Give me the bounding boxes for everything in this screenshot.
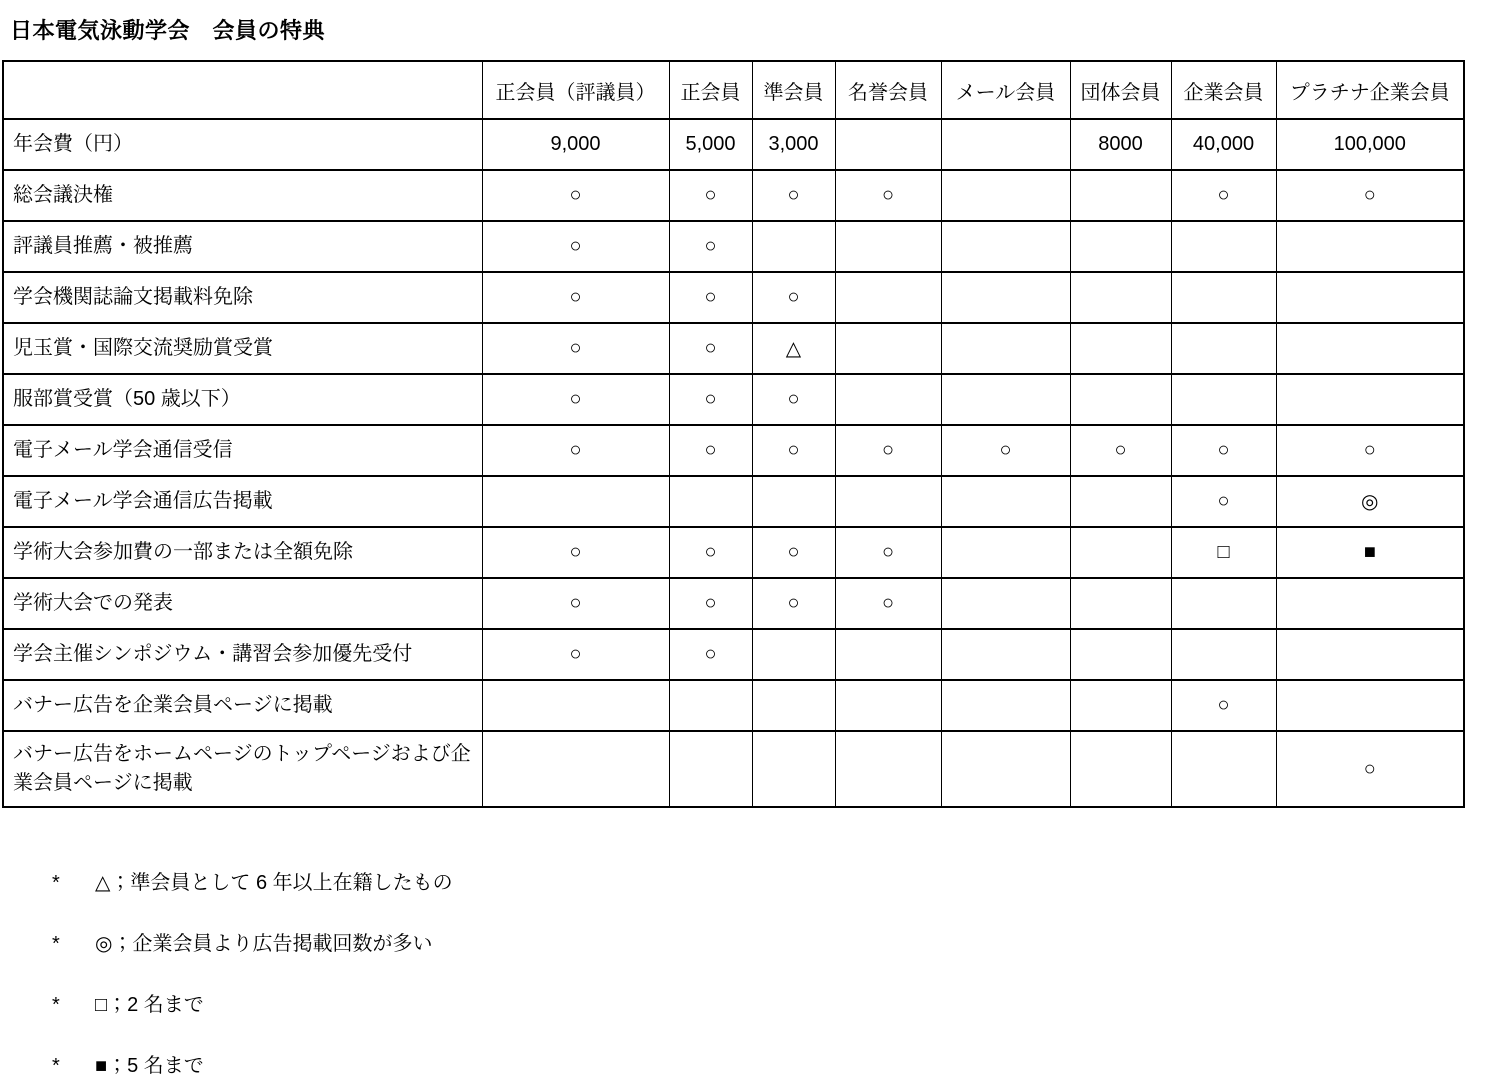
table-row bbox=[3, 629, 1464, 680]
benefit-cell: ○ bbox=[669, 374, 752, 425]
benefit-cell: ○ bbox=[482, 374, 669, 425]
benefit-cell bbox=[752, 680, 835, 731]
footnote-text: ；企業会員より広告掲載回数が多い bbox=[112, 933, 433, 955]
benefit-cell bbox=[941, 731, 1070, 807]
benefit-cell: ■ bbox=[1276, 527, 1464, 578]
table-row bbox=[3, 119, 1464, 170]
benefit-cell bbox=[1276, 629, 1464, 680]
column-header: 正会員（評議員） bbox=[482, 61, 669, 119]
column-header: 企業会員 bbox=[1171, 61, 1276, 119]
benefit-cell: △ bbox=[752, 323, 835, 374]
benefit-cell: ○ bbox=[669, 578, 752, 629]
benefit-cell: ○ bbox=[835, 425, 941, 476]
benefit-cell: ○ bbox=[482, 170, 669, 221]
benefit-cell bbox=[835, 119, 941, 170]
corner-cell bbox=[3, 61, 482, 119]
benefit-cell: ○ bbox=[1171, 476, 1276, 527]
row-label: バナー広告をホームページのトップページおよび企業会員ページに掲載 bbox=[3, 731, 482, 807]
benefit-cell: 5,000 bbox=[669, 119, 752, 170]
benefit-cell bbox=[1070, 221, 1171, 272]
table-row bbox=[3, 323, 1464, 374]
benefit-cell: ○ bbox=[941, 425, 1070, 476]
row-label: 学会主催シンポジウム・講習会参加優先受付 bbox=[3, 629, 482, 680]
benefit-cell bbox=[941, 119, 1070, 170]
benefit-cell: ○ bbox=[669, 170, 752, 221]
benefit-cell bbox=[835, 680, 941, 731]
benefit-cell bbox=[835, 629, 941, 680]
benefit-cell bbox=[669, 680, 752, 731]
benefit-cell: 8000 bbox=[1070, 119, 1171, 170]
benefit-cell bbox=[752, 629, 835, 680]
column-header: 団体会員 bbox=[1070, 61, 1171, 119]
footnote-symbol: □ bbox=[95, 994, 108, 1016]
benefit-cell: ○ bbox=[1276, 425, 1464, 476]
column-header: 名誉会員 bbox=[835, 61, 941, 119]
benefit-cell: ○ bbox=[669, 425, 752, 476]
benefit-cell: ○ bbox=[1276, 170, 1464, 221]
footnotes bbox=[52, 866, 453, 1087]
benefit-cell bbox=[1171, 578, 1276, 629]
benefit-cell: ○ bbox=[1070, 425, 1171, 476]
benefit-cell: ○ bbox=[482, 578, 669, 629]
benefit-cell bbox=[941, 629, 1070, 680]
footnote-marker: * bbox=[52, 933, 60, 955]
benefit-cell bbox=[941, 221, 1070, 272]
benefit-cell bbox=[1070, 578, 1171, 629]
benefit-cell bbox=[941, 578, 1070, 629]
benefit-cell: ○ bbox=[482, 272, 669, 323]
footnote-marker: * bbox=[52, 1055, 60, 1077]
benefit-cell bbox=[835, 221, 941, 272]
benefit-cell: ○ bbox=[752, 578, 835, 629]
footnote bbox=[52, 866, 453, 892]
footnote bbox=[52, 988, 453, 1014]
benefit-cell bbox=[1276, 578, 1464, 629]
benefit-cell bbox=[752, 731, 835, 807]
benefit-cell bbox=[941, 323, 1070, 374]
table-row bbox=[3, 578, 1464, 629]
benefit-cell bbox=[1171, 374, 1276, 425]
table-row bbox=[3, 476, 1464, 527]
row-label: バナー広告を企業会員ページに掲載 bbox=[3, 680, 482, 731]
row-label: 電子メール学会通信受信 bbox=[3, 425, 482, 476]
benefit-cell bbox=[835, 272, 941, 323]
benefit-cell bbox=[941, 374, 1070, 425]
benefit-cell bbox=[1276, 374, 1464, 425]
benefit-cell bbox=[1070, 170, 1171, 221]
benefit-cell bbox=[835, 374, 941, 425]
benefit-cell bbox=[1171, 629, 1276, 680]
footnote-marker: * bbox=[52, 994, 60, 1016]
row-label: 総会議決権 bbox=[3, 170, 482, 221]
benefit-cell: ○ bbox=[669, 221, 752, 272]
column-header: 正会員 bbox=[669, 61, 752, 119]
row-label: 学会機関誌論文掲載料免除 bbox=[3, 272, 482, 323]
benefit-cell: □ bbox=[1171, 527, 1276, 578]
benefit-cell bbox=[1070, 629, 1171, 680]
column-header: 準会員 bbox=[752, 61, 835, 119]
row-label: 学術大会参加費の一部または全額免除 bbox=[3, 527, 482, 578]
benefit-cell: ○ bbox=[482, 629, 669, 680]
column-header: メール会員 bbox=[941, 61, 1070, 119]
benefit-cell bbox=[482, 680, 669, 731]
benefit-cell: ○ bbox=[669, 323, 752, 374]
table-row bbox=[3, 272, 1464, 323]
table-row bbox=[3, 425, 1464, 476]
benefit-cell bbox=[1070, 374, 1171, 425]
benefit-cell bbox=[1276, 221, 1464, 272]
benefit-cell bbox=[1070, 272, 1171, 323]
footnote bbox=[52, 927, 453, 953]
benefit-cell: ◎ bbox=[1276, 476, 1464, 527]
benefit-cell bbox=[669, 731, 752, 807]
benefit-cell bbox=[941, 170, 1070, 221]
footnote bbox=[52, 1049, 453, 1075]
footnote-symbol: ■ bbox=[95, 1055, 108, 1077]
benefit-cell bbox=[941, 527, 1070, 578]
benefit-cell bbox=[482, 731, 669, 807]
footnote-symbol: △ bbox=[95, 872, 111, 894]
benefit-cell bbox=[941, 476, 1070, 527]
benefit-cell: 9,000 bbox=[482, 119, 669, 170]
benefit-cell: ○ bbox=[752, 425, 835, 476]
benefit-cell: ○ bbox=[669, 629, 752, 680]
benefit-cell: ○ bbox=[482, 221, 669, 272]
row-label: 評議員推薦・被推薦 bbox=[3, 221, 482, 272]
benefit-cell bbox=[1171, 731, 1276, 807]
benefit-cell bbox=[1070, 731, 1171, 807]
benefit-cell: ○ bbox=[752, 272, 835, 323]
benefit-cell: ○ bbox=[482, 527, 669, 578]
benefit-cell bbox=[1276, 272, 1464, 323]
page-title: 日本電気泳動学会 会員の特典 bbox=[10, 18, 326, 43]
benefit-cell bbox=[1276, 680, 1464, 731]
benefit-cell: 40,000 bbox=[1171, 119, 1276, 170]
benefit-cell bbox=[1070, 476, 1171, 527]
footnote-marker: * bbox=[52, 872, 60, 894]
table-body bbox=[3, 119, 1464, 807]
footnote-text: ；準会員として 6 年以上在籍したもの bbox=[110, 872, 453, 894]
benefits-table bbox=[2, 60, 1465, 808]
table-row bbox=[3, 374, 1464, 425]
benefit-cell bbox=[752, 221, 835, 272]
column-header: プラチナ企業会員 bbox=[1276, 61, 1464, 119]
benefit-cell: ○ bbox=[835, 578, 941, 629]
benefit-cell: ○ bbox=[1171, 680, 1276, 731]
benefit-cell bbox=[835, 323, 941, 374]
benefit-cell bbox=[752, 476, 835, 527]
benefit-cell bbox=[941, 272, 1070, 323]
table-row bbox=[3, 527, 1464, 578]
table-row bbox=[3, 170, 1464, 221]
benefit-cell: ○ bbox=[669, 527, 752, 578]
benefit-cell bbox=[835, 731, 941, 807]
benefit-cell bbox=[1070, 680, 1171, 731]
benefit-cell: ○ bbox=[482, 425, 669, 476]
table-row bbox=[3, 731, 1464, 807]
benefit-cell bbox=[835, 476, 941, 527]
benefit-cell: ○ bbox=[752, 374, 835, 425]
row-label: 年会費（円） bbox=[3, 119, 482, 170]
benefit-cell: ○ bbox=[752, 527, 835, 578]
footnote-symbol: ◎ bbox=[95, 933, 113, 955]
row-label: 電子メール学会通信広告掲載 bbox=[3, 476, 482, 527]
table-row bbox=[3, 221, 1464, 272]
benefit-cell bbox=[1276, 323, 1464, 374]
benefit-cell bbox=[1171, 323, 1276, 374]
footnote-text: ；2 名まで bbox=[107, 994, 204, 1016]
benefit-cell: ○ bbox=[835, 170, 941, 221]
benefit-cell: ○ bbox=[669, 272, 752, 323]
benefit-cell bbox=[1070, 527, 1171, 578]
table-row bbox=[3, 680, 1464, 731]
benefit-cell bbox=[1070, 323, 1171, 374]
footnote-text: ；5 名まで bbox=[107, 1055, 204, 1077]
row-label: 服部賞受賞（50 歳以下） bbox=[3, 374, 482, 425]
benefit-cell: ○ bbox=[482, 323, 669, 374]
benefit-cell: 3,000 bbox=[752, 119, 835, 170]
benefit-cell bbox=[482, 476, 669, 527]
benefit-cell: ○ bbox=[1171, 170, 1276, 221]
benefit-cell: ○ bbox=[1276, 731, 1464, 807]
benefit-cell bbox=[669, 476, 752, 527]
benefit-cell bbox=[1171, 272, 1276, 323]
row-label: 児玉賞・国際交流奨励賞受賞 bbox=[3, 323, 482, 374]
benefit-cell: ○ bbox=[752, 170, 835, 221]
row-label: 学術大会での発表 bbox=[3, 578, 482, 629]
header-row bbox=[3, 61, 1464, 119]
benefit-cell bbox=[1171, 221, 1276, 272]
benefit-cell: 100,000 bbox=[1276, 119, 1464, 170]
benefit-cell bbox=[941, 680, 1070, 731]
benefit-cell: ○ bbox=[835, 527, 941, 578]
benefit-cell: ○ bbox=[1171, 425, 1276, 476]
